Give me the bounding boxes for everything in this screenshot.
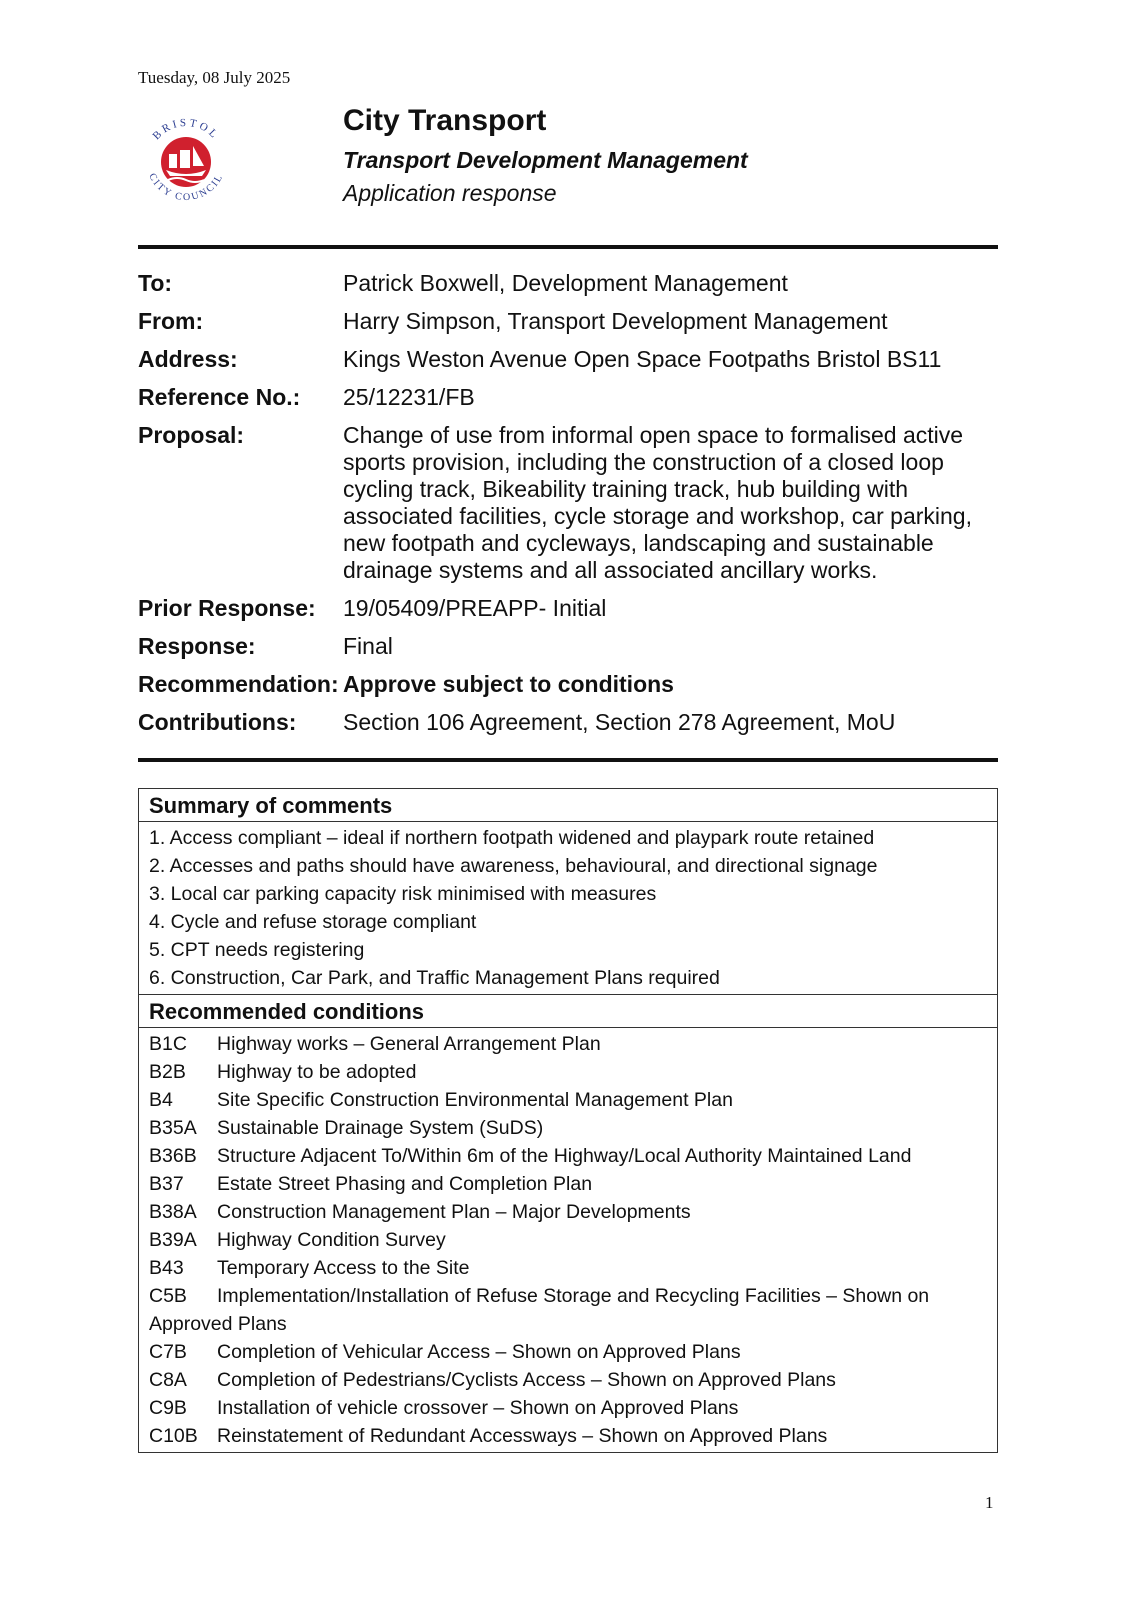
bristol-city-council-logo xyxy=(136,110,236,210)
field-to xyxy=(138,270,998,297)
field-label: Prior Response: xyxy=(138,595,316,621)
condition-row xyxy=(149,1254,987,1282)
field-reference xyxy=(138,384,998,411)
condition-code: B1C xyxy=(149,1033,187,1055)
field-label: Proposal: xyxy=(138,422,245,448)
field-response xyxy=(138,633,998,660)
condition-text: Completion of Pedestrians/Cyclists Access – Shown on Approved Plans xyxy=(217,1369,836,1391)
condition-row xyxy=(149,1422,987,1450)
condition-code: B36B xyxy=(149,1145,197,1167)
field-label: To: xyxy=(138,270,173,296)
field-address xyxy=(138,346,998,373)
condition-text: Estate Street Phasing and Completion Plan xyxy=(217,1173,593,1195)
condition-code: B2B xyxy=(149,1061,186,1083)
condition-code: B37 xyxy=(149,1173,184,1195)
application-fields xyxy=(138,270,998,747)
condition-row xyxy=(149,1226,987,1254)
bottom-divider xyxy=(138,758,998,762)
condition-text: Temporary Access to the Site xyxy=(217,1257,470,1279)
field-proposal xyxy=(138,422,998,584)
condition-code: C8A xyxy=(149,1369,187,1391)
header-subtitle-2: Application response xyxy=(343,180,557,206)
field-value: Approve subject to conditions xyxy=(343,671,674,697)
top-divider xyxy=(138,245,998,249)
condition-code: C5B xyxy=(149,1285,187,1307)
field-label: Recommendation: xyxy=(138,671,339,697)
logo-bottom-text: CITY COUNCIL xyxy=(146,171,226,204)
field-label: From: xyxy=(138,308,204,334)
field-value: Change of use from informal open space to formalised active sports provision, including the construction of a closed loop cycling track, Bikeability training track, hub building with associated facilities, cycle storage and workshop, car parking, new footpath and cycleways, landscaping and sustainable drainage systems and all associated ancillary works. xyxy=(343,422,972,583)
logo-top-text: BRISTOL xyxy=(150,116,222,143)
condition-row xyxy=(149,1170,987,1198)
condition-code: B4 xyxy=(149,1089,173,1111)
summary-item: 1. Access compliant – ideal if northern footpath widened and playpark route retained xyxy=(149,827,875,849)
summary-item: 2. Accesses and paths should have awareness, behavioural, and directional signage xyxy=(149,855,878,877)
header-subtitle: Transport Development Management xyxy=(343,147,748,173)
condition-text: Implementation/Installation of Refuse Storage and Recycling Facilities – Shown on Approved Plans xyxy=(149,1285,930,1335)
condition-text: Construction Management Plan – Major Developments xyxy=(217,1201,691,1223)
field-label: Contributions: xyxy=(138,709,297,735)
condition-row xyxy=(149,1198,987,1226)
summary-heading: Summary of comments xyxy=(139,789,997,822)
field-value: Section 106 Agreement, Section 278 Agreement, MoU xyxy=(343,709,896,735)
summary-list xyxy=(139,822,997,994)
summary-table xyxy=(138,788,998,1453)
condition-row xyxy=(149,1338,987,1366)
page-number: 1 xyxy=(985,1493,994,1512)
field-label: Response: xyxy=(138,633,256,659)
condition-row xyxy=(149,1282,987,1338)
condition-text: Site Specific Construction Environmental Management Plan xyxy=(217,1089,733,1111)
condition-code: B38A xyxy=(149,1201,197,1223)
summary-item: 4. Cycle and refuse storage compliant xyxy=(149,911,477,933)
condition-code: C9B xyxy=(149,1397,187,1419)
condition-code: B35A xyxy=(149,1117,197,1139)
field-label: Reference No.: xyxy=(138,384,301,410)
field-value: 25/12231/FB xyxy=(343,384,475,410)
condition-text: Completion of Vehicular Access – Shown on Approved Plans xyxy=(217,1341,741,1363)
condition-row xyxy=(149,1030,987,1058)
condition-code: C7B xyxy=(149,1341,187,1363)
field-contributions xyxy=(138,709,998,736)
header-title: City Transport xyxy=(343,104,547,137)
condition-text: Highway to be adopted xyxy=(217,1061,417,1083)
field-from xyxy=(138,308,998,335)
condition-row xyxy=(149,1142,987,1170)
condition-row xyxy=(149,1086,987,1114)
conditions-heading: Recommended conditions xyxy=(139,994,997,1028)
condition-text: Reinstatement of Redundant Accessways – Shown on Approved Plans xyxy=(217,1425,828,1447)
condition-code: B43 xyxy=(149,1257,184,1279)
field-value: Patrick Boxwell, Development Management xyxy=(343,270,788,296)
field-label: Address: xyxy=(138,346,238,372)
field-value: Harry Simpson, Transport Development Management xyxy=(343,308,888,334)
summary-item: 3. Local car parking capacity risk minimised with measures xyxy=(149,883,657,905)
condition-row xyxy=(149,1394,987,1422)
condition-text: Installation of vehicle crossover – Shown on Approved Plans xyxy=(217,1397,739,1419)
condition-text: Highway Condition Survey xyxy=(217,1229,446,1251)
condition-row xyxy=(149,1114,987,1142)
condition-text: Highway works – General Arrangement Plan xyxy=(217,1033,601,1055)
condition-text: Structure Adjacent To/Within 6m of the Highway/Local Authority Maintained Land xyxy=(217,1145,912,1167)
document-date: Tuesday, 08 July 2025 xyxy=(138,68,291,87)
field-value: 19/05409/PREAPP- Initial xyxy=(343,595,607,621)
condition-row xyxy=(149,1366,987,1394)
field-recommendation xyxy=(138,671,998,698)
field-value: Final xyxy=(343,633,393,659)
field-prior-response xyxy=(138,595,998,622)
condition-code: C10B xyxy=(149,1425,198,1447)
condition-code: B39A xyxy=(149,1229,197,1251)
condition-row xyxy=(149,1058,987,1086)
summary-item: 5. CPT needs registering xyxy=(149,939,365,961)
summary-item: 6. Construction, Car Park, and Traffic Management Plans required xyxy=(149,967,720,989)
condition-text: Sustainable Drainage System (SuDS) xyxy=(217,1117,544,1139)
field-value: Kings Weston Avenue Open Space Footpaths Bristol BS11 xyxy=(343,346,942,372)
conditions-list xyxy=(139,1028,997,1452)
